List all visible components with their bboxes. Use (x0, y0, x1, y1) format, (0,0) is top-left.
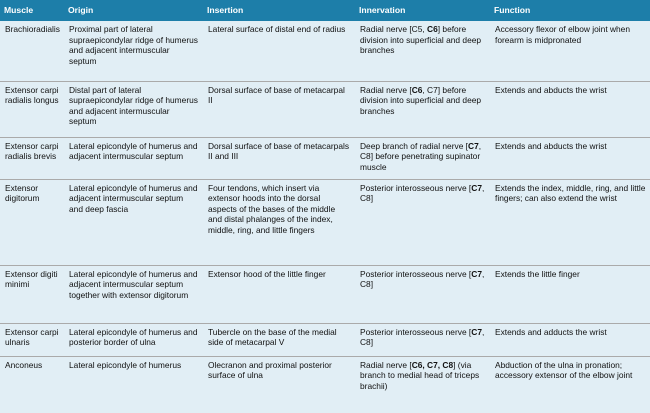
cell-muscle: Extensor digiti minimi (0, 265, 64, 323)
cell-origin: Lateral epicondyle of humerus and posterior border of ulna (64, 323, 203, 356)
header-origin: Origin (64, 0, 203, 21)
cell-function: Extends the little finger (490, 265, 650, 323)
table-row (0, 179, 650, 265)
cell-innervation: Posterior interosseous nerve [C7, C8] (355, 265, 490, 323)
header-row (0, 0, 650, 21)
cell-muscle: Extensor carpi radialis brevis (0, 137, 64, 179)
cell-insertion: Tubercle on the base of the medial side of metacarpal V (203, 323, 355, 356)
cell-function: Extends and adducts the wrist (490, 323, 650, 356)
cell-muscle: Extensor digitorum (0, 179, 64, 265)
cell-insertion: Olecranon and proximal posterior surface of ulna (208, 359, 332, 381)
cell-origin: Distal part of lateral supraepicondylar ridge of humerus and adjacent intermuscular septum (64, 81, 203, 137)
table-row (0, 356, 650, 413)
cell-insertion: Extensor hood of the little finger (203, 265, 355, 323)
cell-insertion: Dorsal surface of base of metacarpal II (203, 81, 355, 137)
cell-origin: Lateral epicondyle of humerus and adjacent intermuscular septum and deep fascia (64, 179, 203, 265)
cell-function: Extends the index, middle, ring, and little fingers; can also extend the wrist (490, 179, 650, 265)
cell-muscle: Anconeus (5, 359, 43, 370)
header-muscle: Muscle (0, 0, 64, 21)
table-row (0, 265, 650, 323)
header-function: Function (490, 0, 650, 21)
cell-innervation: Deep branch of radial nerve [C7, C8] before penetrating supinator muscle (355, 137, 490, 179)
cell-muscle: Brachioradialis (0, 21, 64, 81)
cell-innervation: Radial nerve [C6, C7, C8] (via branch to medial head of triceps brachii) (360, 359, 480, 391)
cell-origin: Lateral epicondyle of humerus and adjacent intermuscular septum together with extensor digitorum (64, 265, 203, 323)
header-innervation: Innervation (355, 0, 490, 21)
table-row (0, 21, 650, 81)
cell-innervation: Radial nerve [C6, C7] before division into superficial and deep branches (355, 81, 490, 137)
table-row (0, 323, 650, 356)
cell-function: Accessory flexor of elbow joint when forearm is midpronated (490, 21, 650, 81)
cell-muscle: Extensor carpi ulnaris (0, 323, 64, 356)
cell-origin: Lateral epicondyle of humerus (69, 359, 182, 370)
cell-function: Extends and abducts the wrist (490, 81, 650, 137)
cell-muscle: Extensor carpi radialis longus (0, 81, 64, 137)
cell-innervation: Posterior interosseous nerve [C7, C8] (355, 323, 490, 356)
cell-insertion: Dorsal surface of base of metacarpals II and III (203, 137, 355, 179)
cell-insertion: Four tendons, which insert via extensor hoods into the dorsal aspects of the bases of the middle and distal phalanges of the index, middle, ring, and little fingers (203, 179, 355, 265)
cell-innervation: Posterior interosseous nerve [C7, C8] (355, 179, 490, 265)
cell-function: Abduction of the ulna in pronation; accessory extensor of the elbow joint (495, 359, 633, 381)
cell-origin: Lateral epicondyle of humerus and adjacent intermuscular septum (64, 137, 203, 179)
cell-innervation: Radial nerve [C5, C6] before division into superficial and deep branches (355, 21, 490, 81)
table-row (0, 81, 650, 137)
header-insertion: Insertion (203, 0, 355, 21)
cell-origin: Proximal part of lateral supraepicondylar ridge of humerus and adjacent intermuscular septum (64, 21, 203, 81)
table-row (0, 137, 650, 179)
cell-function: Extends and abducts the wrist (490, 137, 650, 179)
cell-insertion: Lateral surface of distal end of radius (203, 21, 355, 81)
